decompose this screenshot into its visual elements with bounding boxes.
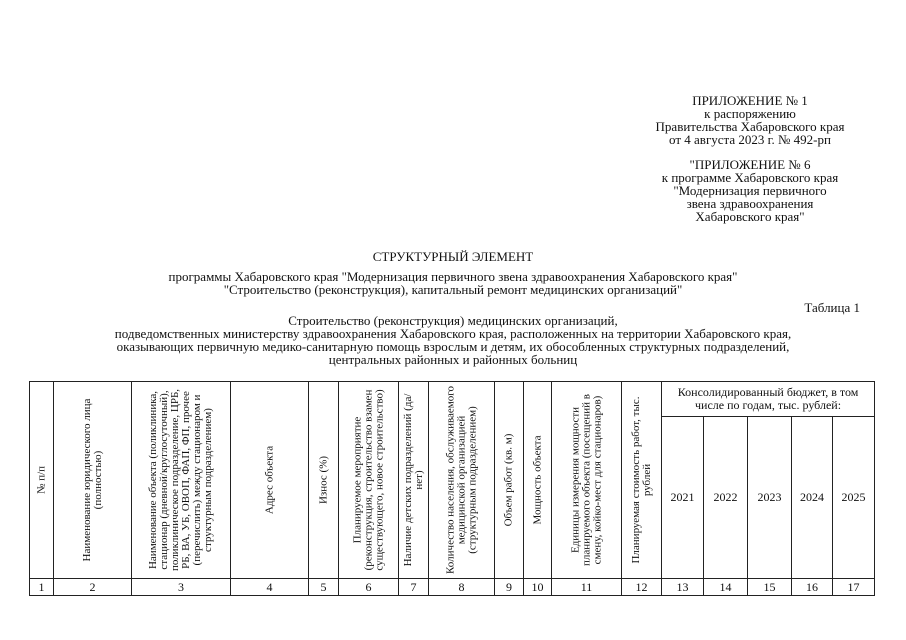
col-header-year: 2023	[748, 417, 792, 579]
col-header-year: 2021	[662, 417, 704, 579]
col-header-wear: Износ (%)	[309, 382, 339, 579]
header-row	[30, 382, 875, 417]
col-header-consolidated-budget: Консолидированный бюджет, в том числе по годам, тыс. рублей:	[662, 382, 875, 417]
col-header-year: 2022	[704, 417, 748, 579]
col-header-legal-entity: Наименование юридического лица (полностью)	[54, 382, 132, 579]
column-number-cell: 13	[662, 579, 704, 596]
column-number-cell: 10	[524, 579, 552, 596]
structural-element-table	[29, 381, 875, 596]
nested-appendix-line: "Модернизация первичного	[673, 183, 827, 198]
col-header-year: 2024	[792, 417, 833, 579]
column-number-cell: 2	[54, 579, 132, 596]
column-number-cell: 6	[339, 579, 399, 596]
column-number-cell: 12	[622, 579, 662, 596]
col-header-population: Количество населения, обслуживаемого медицинской организацией (структурным подразделением)	[429, 382, 495, 579]
column-number-cell: 3	[132, 579, 231, 596]
appendix-line: ПРИЛОЖЕНИЕ № 1	[692, 93, 808, 108]
column-number-cell: 15	[748, 579, 792, 596]
column-number-cell: 11	[552, 579, 622, 596]
column-number-cell: 9	[495, 579, 524, 596]
nested-appendix-block	[620, 158, 880, 223]
col-header-address: Адрес объекта	[231, 382, 309, 579]
col-header-year: 2025	[833, 417, 875, 579]
col-header-children-units: Наличие детских подразделений (да/нет)	[399, 382, 429, 579]
col-header-capacity: Мощность объекта	[524, 382, 552, 579]
column-number-cell: 4	[231, 579, 309, 596]
column-number-row	[30, 579, 875, 596]
nested-appendix-line: к программе Хабаровского края	[661, 170, 839, 185]
appendix-line: к распоряжению	[704, 106, 796, 121]
program-name-line: "Строительство (реконструкция), капитальный ремонт медицинских организаций"	[223, 282, 683, 297]
program-name-line: программы Хабаровского края "Модернизация первичного звена здравоохранения Хабаровского края"	[168, 269, 738, 284]
nested-appendix-line: Хабаровского края"	[695, 209, 805, 224]
col-header-number: № п/п	[30, 382, 54, 579]
column-number-cell: 8	[429, 579, 495, 596]
appendix-line: от 4 августа 2023 г. № 492-рп	[669, 132, 831, 147]
caption-line: подведомственных министерству здравоохранения Хабаровского края, расположенных на территории Хабаровского края,	[114, 326, 792, 341]
column-number-cell: 16	[792, 579, 833, 596]
table-label: Таблица 1	[804, 300, 860, 315]
table-caption	[0, 314, 906, 366]
nested-appendix-line: звена здравоохранения	[686, 196, 814, 211]
column-number-cell: 14	[704, 579, 748, 596]
appendix-line: Правительства Хабаровского края	[655, 119, 845, 134]
col-header-capacity-units: Единицы измерения мощности планируемого объекта (посещений в смену, койко-мест для стационаров)	[552, 382, 622, 579]
caption-line: центральных районных и районных больниц	[328, 352, 578, 367]
nested-appendix-line: "ПРИЛОЖЕНИЕ № 6	[689, 157, 811, 172]
document-title: СТРУКТУРНЫЙ ЭЛЕМЕНТ	[372, 249, 534, 264]
column-number-cell: 7	[399, 579, 429, 596]
caption-line: оказывающих первичную медико-санитарную помощь взрослым и детям, их обособленных структурных подразделений,	[116, 339, 790, 354]
column-number-cell: 17	[833, 579, 875, 596]
column-number-cell: 5	[309, 579, 339, 596]
caption-line: Строительство (реконструкция) медицинских организаций,	[288, 313, 618, 328]
col-header-planned-cost: Планируемая стоимость работ, тыс. рублей	[622, 382, 662, 579]
col-header-work-volume: Объем работ (кв. м)	[495, 382, 524, 579]
col-header-planned-activity: Планируемое мероприятие (реконструкция, строительство взамен существующего, новое строительство)	[339, 382, 399, 579]
appendix-block	[620, 94, 880, 146]
col-header-object-name: Наименование объекта (поликлиника, стационар (дневной/круглосуточный), поликлиническое подразделение, ЦРБ, РБ, ВА, УБ, ОВОП, ФАП, ФП, прочее (перечислить) между стационаром и структурным подразделением)	[132, 382, 231, 579]
column-number-cell: 1	[30, 579, 54, 596]
